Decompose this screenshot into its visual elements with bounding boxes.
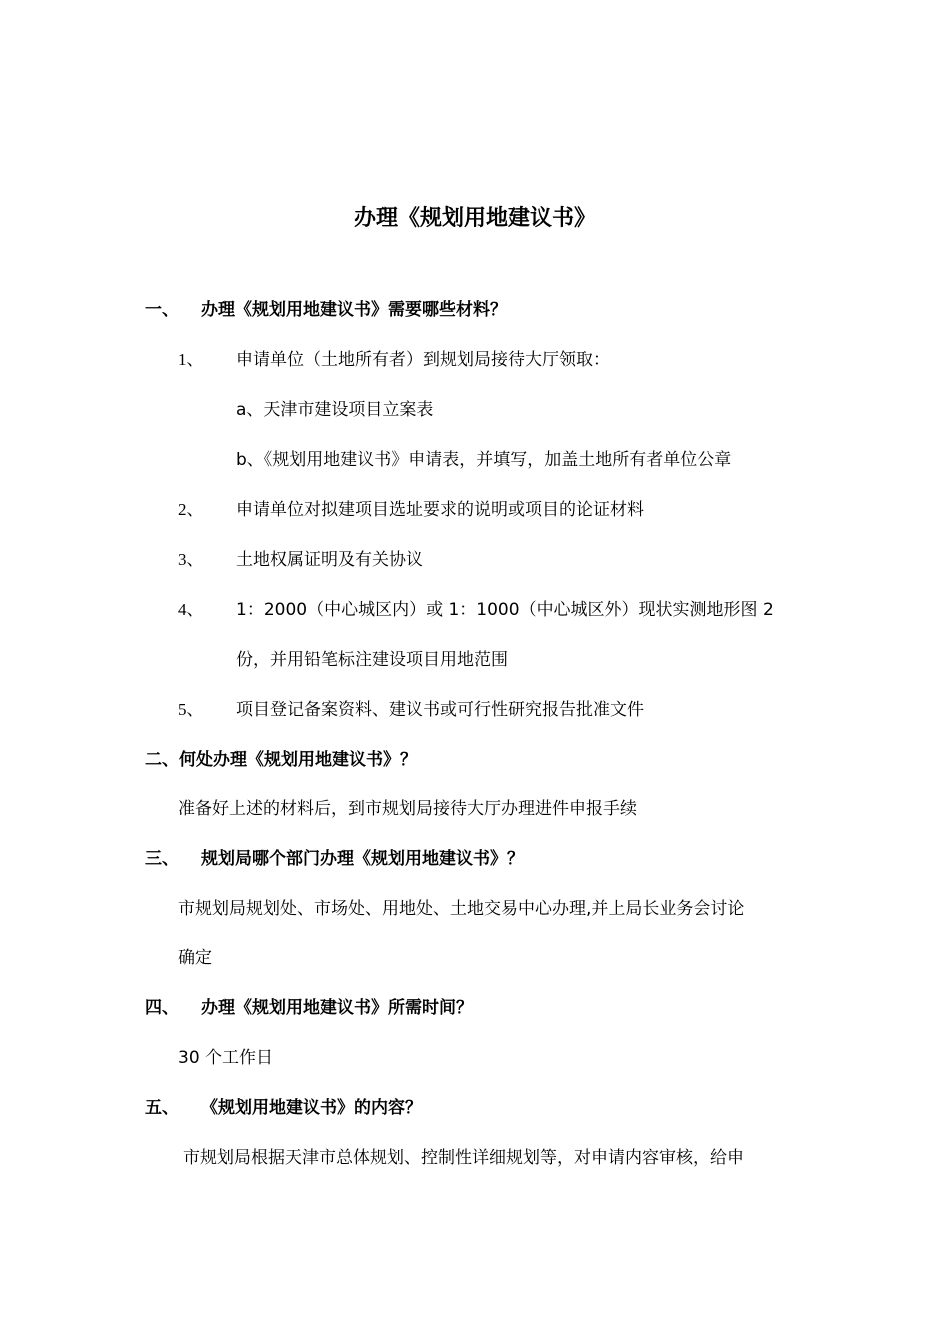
item-4-continuation: 份，并用铅笔标注建设项目用地范围 — [236, 650, 508, 670]
document-title: 办理《规划用地建议书》 — [353, 206, 596, 231]
item-5-number: 5、 — [178, 700, 204, 719]
section-1-heading: 办理《规划用地建议书》需要哪些材料？ — [201, 300, 507, 320]
item-5-text: 项目登记备案资料、建议书或可行性研究报告批准文件 — [236, 700, 644, 720]
section-3-body: 市规划局规划处、市场处、用地处、土地交易中心办理,并上局长业务会讨论 — [178, 899, 745, 919]
section-5-heading: 《规划用地建议书》的内容？ — [201, 1098, 422, 1118]
item-4-text: 1：2000（中心城区内）或 1：1000（中心城区外）现状实测地形图 2 — [236, 600, 774, 620]
item-1b-text: b、《规划用地建议书》申请表，并填写，加盖土地所有者单位公章 — [236, 450, 732, 470]
section-4-heading: 办理《规划用地建议书》所需时间？ — [201, 998, 473, 1018]
section-3-number: 三、 — [145, 849, 179, 869]
section-3-heading: 规划局哪个部门办理《规划用地建议书》？ — [201, 849, 524, 869]
section-1-number: 一、 — [145, 300, 179, 320]
section-5-number: 五、 — [145, 1098, 179, 1118]
item-1a-text: a、天津市建设项目立案表 — [236, 400, 434, 420]
section-2-body: 准备好上述的材料后，到市规划局接待大厅办理进件申报手续 — [178, 799, 637, 819]
section-4-number: 四、 — [145, 998, 179, 1018]
item-3-text: 土地权属证明及有关协议 — [236, 550, 423, 570]
item-1-text: 申请单位（土地所有者）到规划局接待大厅领取： — [236, 350, 610, 370]
item-1-number: 1、 — [178, 350, 204, 369]
section-4-body: 30 个工作日 — [178, 1048, 274, 1068]
section-5-body: 市规划局根据天津市总体规划、控制性详细规划等，对申请内容审核，给申 — [183, 1148, 744, 1168]
item-2-text: 申请单位对拟建项目选址要求的说明或项目的论证材料 — [236, 500, 644, 520]
item-3-number: 3、 — [178, 550, 204, 569]
item-2-number: 2、 — [178, 500, 204, 519]
section-3-body-continuation: 确定 — [178, 948, 212, 968]
section-2-heading: 二、何处办理《规划用地建议书》？ — [145, 750, 417, 770]
item-4-number: 4、 — [178, 600, 204, 619]
